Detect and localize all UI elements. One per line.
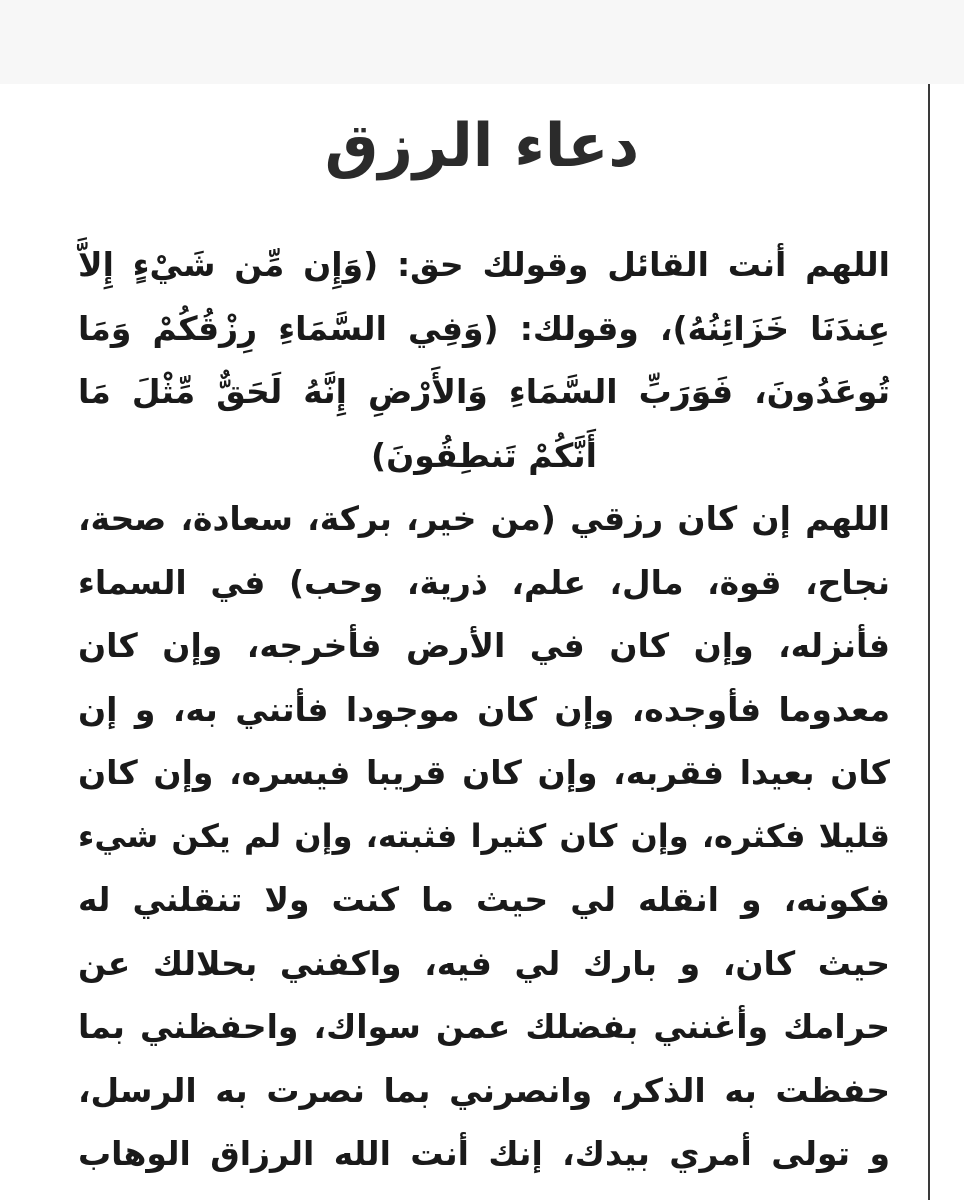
text-line: حرامك وأغنني بفضلك عمن سواك، واحفظني بما (78, 1007, 890, 1046)
text-line: حفظت به الذكر، وانصرني بما نصرت به الرسل، (78, 1070, 890, 1110)
text-line: اللهم إن كان رزقي (من خير، بركة، سعادة، صحة، (78, 499, 890, 538)
text-line: كان بعيدا فقربه، وإن كان قريبا فيسره، وإن كان (78, 753, 890, 792)
text-line: اللهم أنت القائل وقولك حق: (وَإِن مِّن شَيْءٍ إِلاَّ (78, 245, 890, 284)
text-line: فكونه، و انقله لي حيث ما كنت ولا تنقلني له (78, 880, 890, 919)
text-line: فأنزله، وإن كان في الأرض فأخرجه، وإن كان (78, 626, 890, 665)
text-line: أَنَّكُمْ تَنطِقُونَ) (371, 435, 597, 475)
text-line: حيث كان، و بارك لي فيه، واكفني بحلالك عن (78, 943, 890, 983)
text-line: نجاح، قوة، مال، علم، ذرية، وحب) في السماء (78, 562, 890, 602)
top-margin-strip (0, 0, 964, 84)
text-line: عِندَنَا خَزَائِنُهُ)، وقولك: (وَفِي السَّمَاءِ رِزْقُكُمْ وَمَا (78, 308, 890, 348)
page-title: دعاء الرزق (324, 111, 640, 181)
text-line: و تولى أمري بيدك، إنك أنت الله الرزاق الوهاب (78, 1134, 890, 1173)
text-line: تُوعَدُونَ، فَوَرَبِّ السَّمَاءِ وَالأَرْضِ إِنَّهُ لَحَقٌّ مِّثْلَ مَا (78, 372, 890, 411)
prayer-text (78, 233, 890, 1186)
text-line: معدوما فأوجده، وإن كان موجودا فأتني به، و إن (78, 689, 890, 729)
text-line: قليلا فكثره، وإن كان كثيرا فثبته، وإن لم يكن شيء (78, 816, 890, 855)
